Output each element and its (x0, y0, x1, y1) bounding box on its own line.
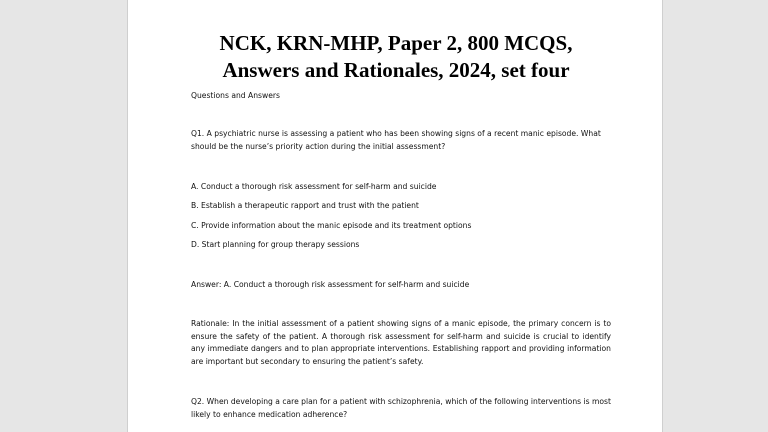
q1-answer: Answer: A. Conduct a thorough risk assessment for self-harm and suicide (191, 280, 470, 289)
q1-rationale: Rationale: In the initial assessment of a patient showing signs of a manic episode, the primary concern is to ensure the safety of the patient. A thorough risk assessment for self-harm and suicide is crucial to identify any immediate dangers and to plan appropriate interventions. Establishing rapport and providing information are important but secondary to ensuring the patient’s safety. (191, 319, 611, 366)
title-line-1: NCK, KRN-MHP, Paper 2, 800 MCQS, (219, 31, 573, 55)
document-title (128, 30, 663, 84)
subtitle: Questions and Answers (191, 91, 280, 100)
question-1: Q1. A psychiatric nurse is assessing a patient who has been showing signs of a recent manic episode. What should be the nurse’s priority action during the initial assessment? (191, 129, 601, 151)
q1-option-b: B. Establish a therapeutic rapport and trust with the patient (191, 201, 419, 210)
q1-option-c: C. Provide information about the manic episode and its treatment options (191, 221, 472, 230)
q1-option-a: A. Conduct a thorough risk assessment for self-harm and suicide (191, 182, 437, 191)
document-page (127, 0, 663, 432)
question-2: Q2. When developing a care plan for a patient with schizophrenia, which of the following interventions is most likely to enhance medication adherence? (191, 397, 611, 419)
q1-option-d: D. Start planning for group therapy sessions (191, 240, 360, 249)
title-line-2: Answers and Rationales, 2024, set four (222, 58, 570, 82)
